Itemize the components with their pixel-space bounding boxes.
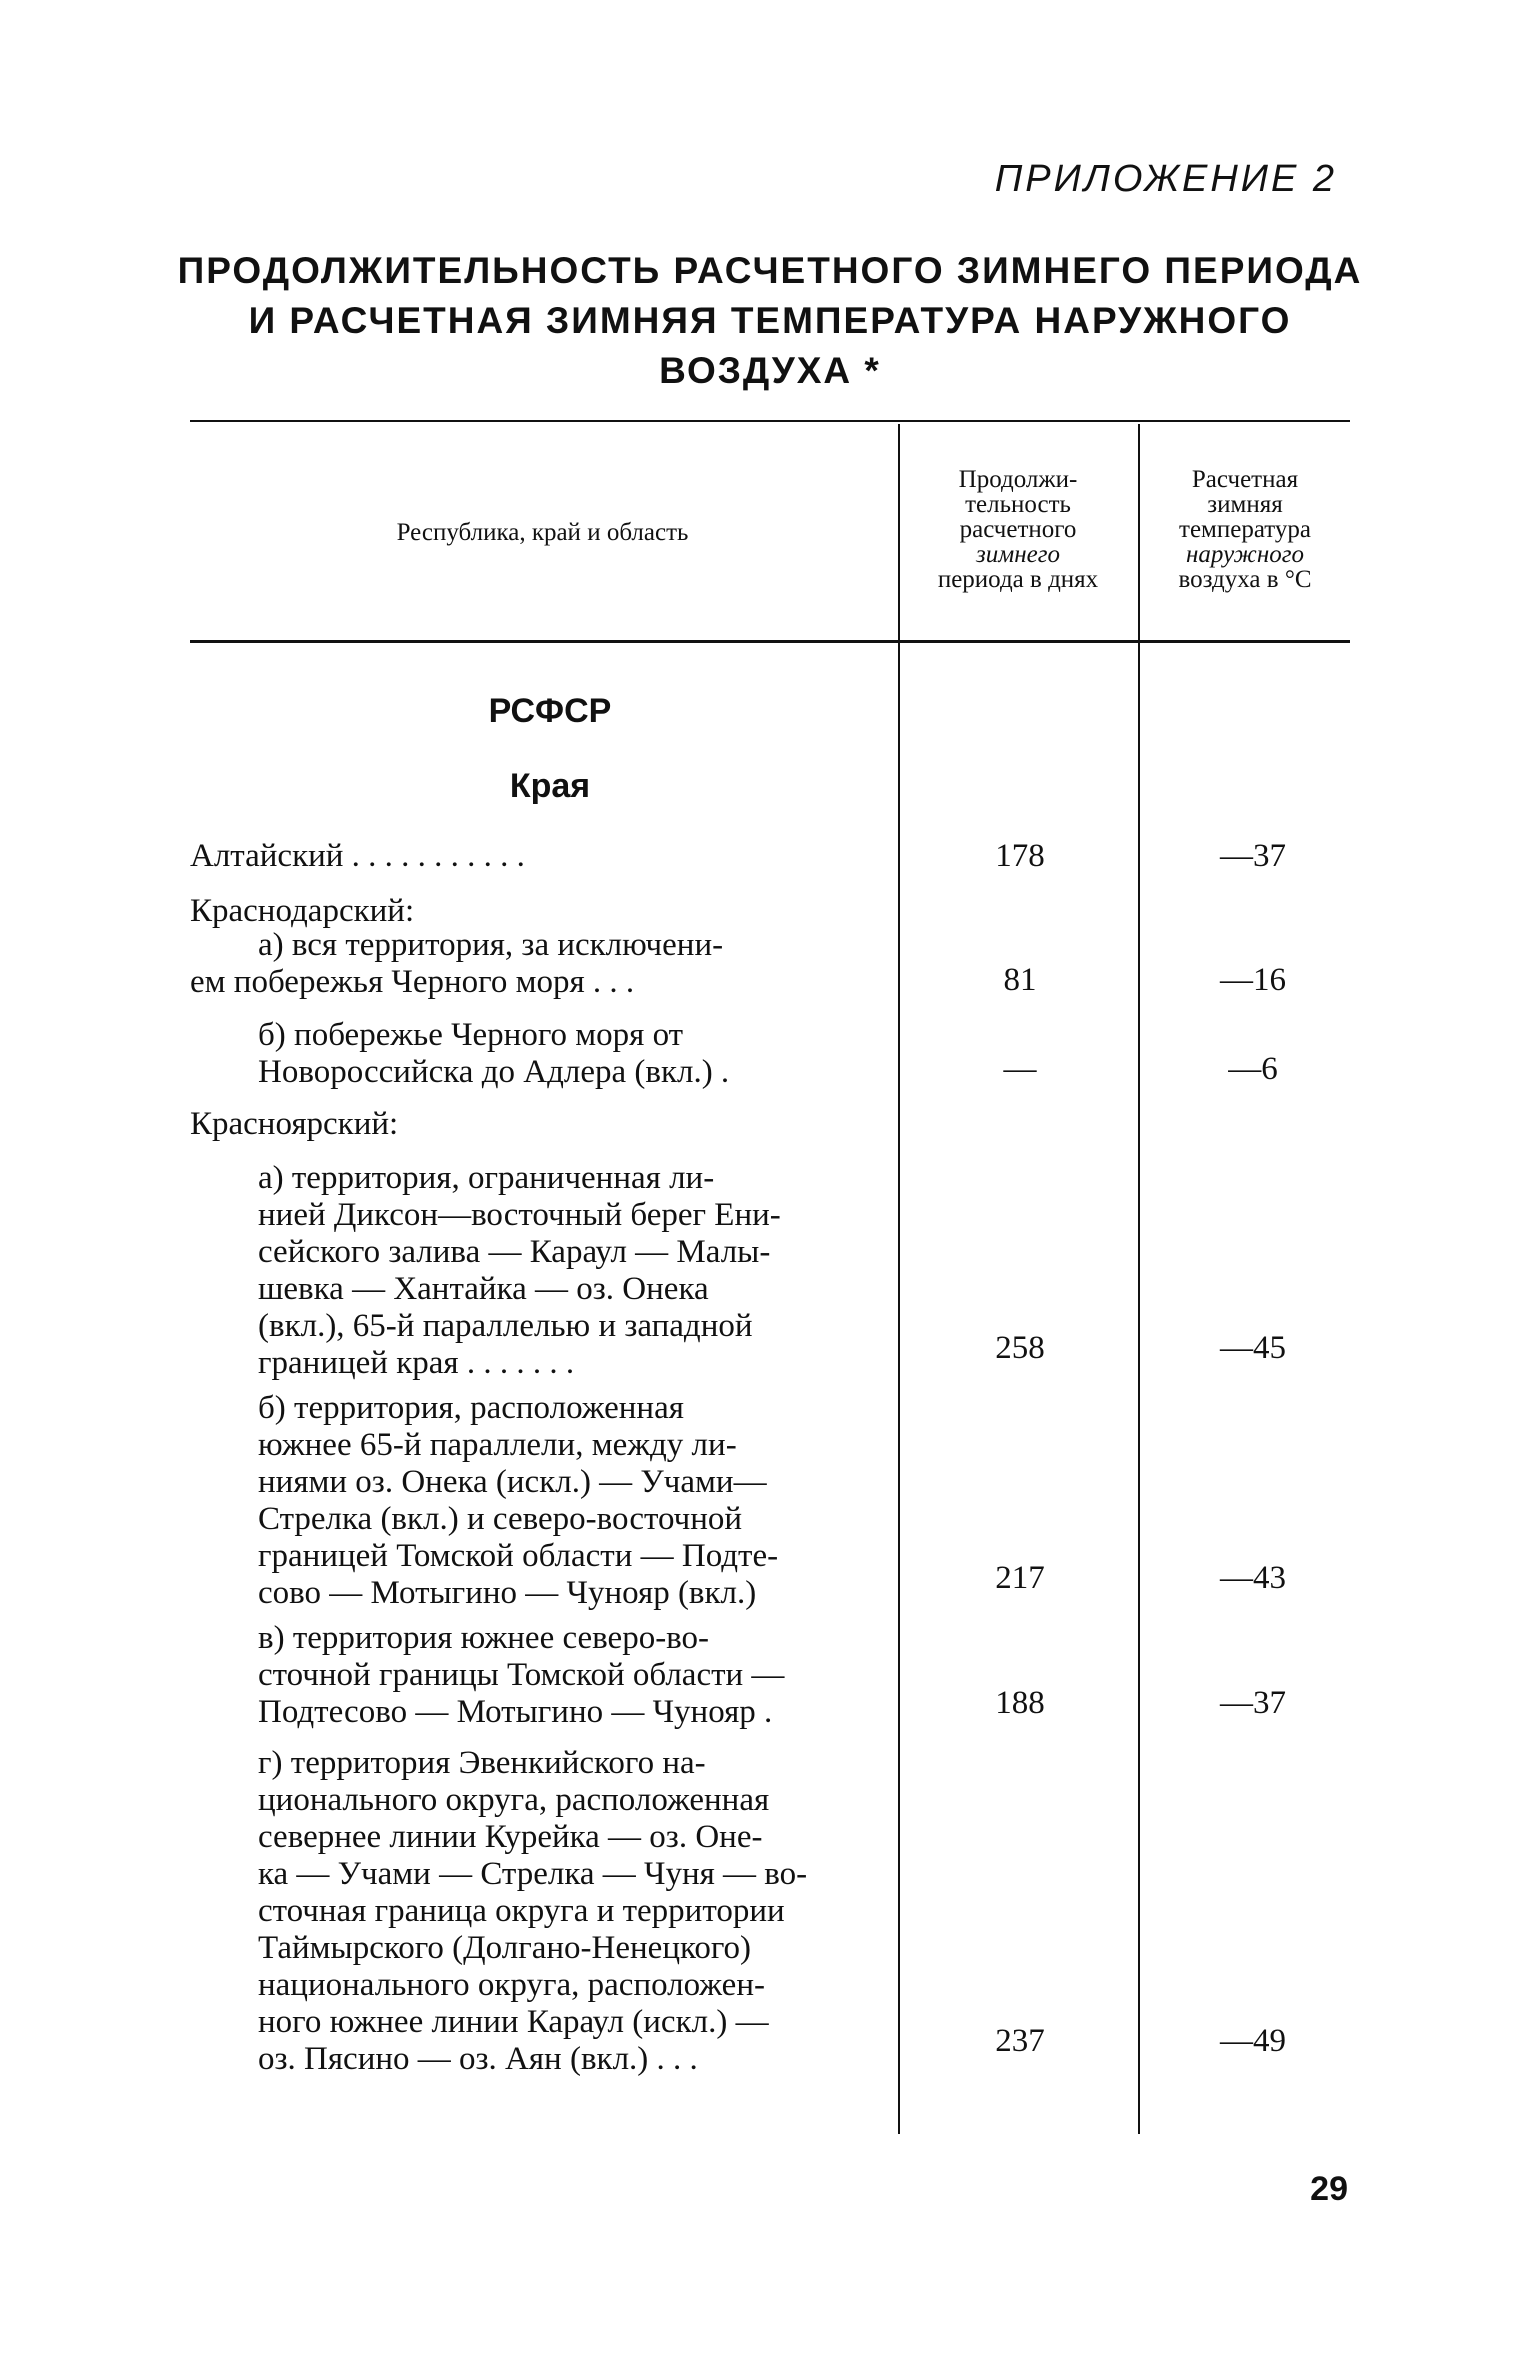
row-krasnodar-title: Краснодарский: [190,893,415,929]
column-divider-1 [898,424,900,2134]
row-krasnodar-a: а) вся территория, за исключени- ем побережья Черного моря . . . [190,927,724,1000]
row-krasnodar-a-temp: —16 [1220,962,1286,998]
row-altai-temp: —37 [1220,838,1286,874]
row-krasnoyarsk-v-temp: —37 [1220,1685,1286,1721]
row-krasnoyarsk-g-temp: —49 [1220,2023,1286,2059]
section-heading: РСФСР [488,692,612,730]
row-krasnoyarsk-a-days: 258 [995,1330,1045,1366]
row-krasnoyarsk-g-days: 237 [995,2023,1045,2059]
title-line-1: ПРОДОЛЖИТЕЛЬНОСТЬ РАСЧЕТНОГО ЗИМНЕГО ПЕРИОДА [177,250,1363,291]
row-altai: Алтайский . . . . . . . . . . . [190,838,525,874]
row-krasnodar-b-days: — [1003,1051,1037,1087]
row-krasnodar-b: б) побережье Черного моря от Новороссийска до Адлера (вкл.) . [258,1017,730,1090]
row-krasnodar-a-days: 81 [1003,962,1037,998]
title-line-3: ВОЗДУХА * [659,350,881,391]
table-header-rule [190,640,1350,643]
row-krasnoyarsk-title: Красноярский: [190,1106,399,1142]
column-divider-2 [1138,424,1140,2134]
row-altai-days: 178 [995,838,1045,874]
row-krasnoyarsk-a: а) территория, ограниченная ли- нией Диксон—восточный берег Ени- сейского залива — Караул — Малы- шевка — Хантайка — оз. Онека (вкл.), 65-й параллелью и западной границей края . . . . . . . [258,1160,781,1381]
row-krasnoyarsk-b-temp: —43 [1220,1560,1286,1596]
header-region: Республика, край и область [396,519,689,546]
appendix-label: ПРИЛОЖЕНИЕ 2 [994,158,1337,200]
row-krasnoyarsk-v-days: 188 [995,1685,1045,1721]
header-temperature: Расчетная зимняя температура наружного воздуха в °C [1178,466,1312,593]
row-krasnoyarsk-a-temp: —45 [1220,1330,1286,1366]
table-top-rule [190,420,1350,422]
title-line-2: И РАСЧЕТНАЯ ЗИМНЯЯ ТЕМПЕРАТУРА НАРУЖНОГО [248,300,1292,341]
header-duration: Продолжи- тельность расчетного зимнего периода в днях [937,466,1099,593]
row-krasnoyarsk-g: г) территория Эвенкийского на- ционального округа, расположенная севернее линии Курейка — оз. Оне- ка — Учами — Стрелка — Чуня — во- сточная граница округа и территории Таймырского (Долгано-Ненецкого) национального округа, расположен- ного южнее линии Караул (искл.) — оз. Пясино — оз. Аян (вкл.) . . . [258,1745,808,2077]
row-krasnoyarsk-b: б) территория, расположенная южнее 65-й параллели, между ли- ниями оз. Онека (искл.) — Учами— Стрелка (вкл.) и северо-восточной границей Томской области — Подте- сово — Мотыгино — Чунояр (вкл.) [258,1390,779,1611]
page-number: 29 [1310,2170,1348,2208]
row-krasnodar-b-temp: —6 [1228,1051,1278,1087]
row-krasnoyarsk-b-days: 217 [995,1560,1045,1596]
row-krasnoyarsk-v: в) территория южнее северо-во- сточной границы Томской области — Подтесово — Мотыгино — Чунояр . [258,1620,785,1730]
page-title [160,246,1380,396]
subsection-heading: Края [509,767,591,805]
